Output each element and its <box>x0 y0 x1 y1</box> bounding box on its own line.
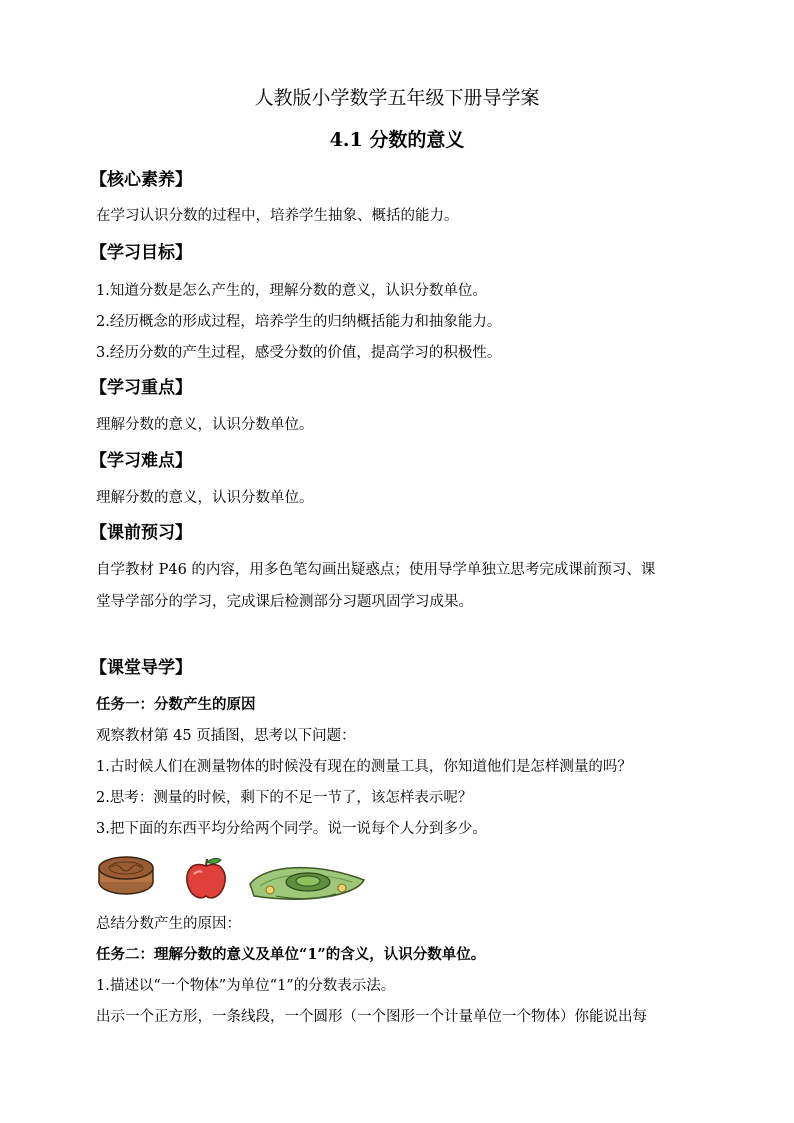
learning-goal-item: 3.经历分数的产生过程，感受分数的价值，提高学习的积极性。 <box>96 345 502 361</box>
task2-item: 1.描述以“一个物体”为单位“1”的分数表示法。 <box>96 978 396 994</box>
preview-text-line: 自学教材 P46 的内容，用多色笔勾画出疑惑点；使用导学单独立思考完成课前预习、课 <box>96 562 656 578</box>
learning-goal-item: 2.经历概念的形成过程，培养学生的归纳概括能力和抽象能力。 <box>96 314 502 330</box>
key-points-header: 【学习重点】 <box>90 378 192 398</box>
core-literacy-text: 在学习认识分数的过程中，培养学生抽象、概括的能力。 <box>96 208 459 224</box>
key-points-text: 理解分数的意义，认识分数单位。 <box>96 417 314 433</box>
task1-summary: 总结分数产生的原因： <box>96 916 241 932</box>
task1-item: 3.把下面的东西平均分给两个同学。说一说每个人分到多少。 <box>96 821 487 837</box>
learning-goal-item: 1.知道分数是怎么产生的，理解分数的意义，认识分数单位。 <box>96 283 487 299</box>
preview-header: 【课前预习】 <box>90 523 192 543</box>
task1-intro: 观察教材第 45 页插图，思考以下问题： <box>96 728 356 744</box>
task1-item: 1.古时候人们在测量物体的时候没有现在的测量工具，你知道他们是怎样测量的吗？ <box>96 759 632 775</box>
task2-item-continued: 出示一个正方形，一条线段，一个圆形（一个图形一个计量单位一个物体）你能说出每 <box>96 1009 647 1025</box>
task1-item: 2.思考：测量的时候，剩下的不足一节了，该怎样表示呢？ <box>96 790 473 806</box>
learning-goals-header: 【学习目标】 <box>90 243 192 263</box>
document-title: 人教版小学数学五年级下册导学案 <box>254 87 540 109</box>
difficulty-text: 理解分数的意义，认识分数单位。 <box>96 490 314 506</box>
task1-title: 任务一：分数产生的原因 <box>96 696 256 713</box>
apple-image <box>182 856 230 902</box>
lesson-title: 4.1 分数的意义 <box>329 129 465 151</box>
mooncake-image <box>96 852 156 898</box>
difficulty-header: 【学习难点】 <box>90 451 192 471</box>
zongzi-image <box>246 862 370 904</box>
preview-text-line: 堂导学部分的学习，完成课后检测部分习题巩固学习成果。 <box>96 594 473 610</box>
task2-title: 任务二：理解分数的意义及单位“1”的含义，认识分数单位。 <box>96 946 486 963</box>
core-literacy-header: 【核心素养】 <box>90 170 192 190</box>
class-guide-header: 【课堂导学】 <box>90 658 192 678</box>
